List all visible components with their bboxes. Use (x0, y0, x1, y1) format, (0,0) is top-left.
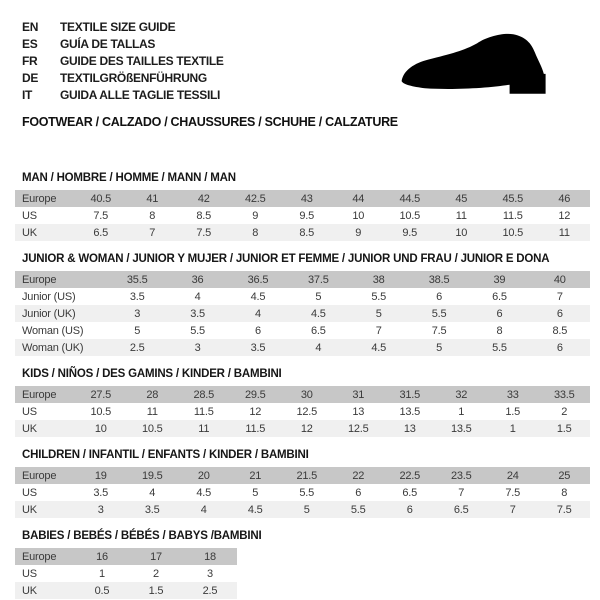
table-row (15, 190, 590, 207)
table-row (15, 207, 590, 224)
table-row (15, 322, 590, 339)
size-value: 10 (352, 209, 365, 222)
size-value: 7.5 (196, 226, 212, 239)
size-value: 12.5 (296, 405, 318, 418)
size-value: 21 (249, 469, 262, 482)
size-value: 11.5 (245, 422, 266, 435)
size-value: 38.5 (428, 273, 450, 286)
size-value: 27.5 (90, 388, 112, 401)
size-value: 3 (207, 567, 213, 580)
size-value: 1 (99, 567, 105, 580)
size-value: 9 (252, 209, 259, 222)
table-row (15, 565, 237, 582)
size-table (15, 467, 590, 518)
size-tables (0, 172, 600, 599)
size-value: 1.5 (148, 584, 164, 597)
size-value: 11.5 (193, 405, 214, 418)
size-value: 8.5 (196, 209, 212, 222)
size-value: 29.5 (244, 388, 266, 401)
size-value: 18 (204, 550, 216, 563)
size-value: 10 (455, 226, 468, 239)
size-value: 21.5 (296, 469, 318, 482)
size-value: 1 (509, 422, 516, 435)
language-code: DE (22, 70, 39, 85)
size-value: 10.5 (141, 422, 163, 435)
size-table (15, 190, 590, 241)
size-value: 28 (146, 388, 159, 401)
size-value: 3.5 (93, 486, 109, 499)
size-table-section (15, 172, 600, 241)
size-value: 12.5 (347, 422, 369, 435)
size-value: 2 (561, 405, 568, 418)
size-value: 32 (455, 388, 468, 401)
size-value: 6.5 (402, 486, 418, 499)
size-value: 33.5 (553, 388, 575, 401)
size-value: 6.5 (492, 290, 507, 303)
size-value: 5 (134, 324, 141, 337)
size-value: 38 (372, 273, 385, 286)
size-value: 1.5 (556, 422, 572, 435)
size-value: 8 (149, 209, 156, 222)
size-value: 5.5 (299, 486, 315, 499)
size-value: 9.5 (299, 209, 315, 222)
language-title: GUIDE DES TAILLES TEXTILE (60, 53, 224, 68)
size-value: 5 (375, 307, 382, 320)
row-label: Europe (22, 469, 57, 482)
size-value: 8.5 (552, 324, 568, 337)
size-value: 45 (455, 192, 468, 205)
size-value: 4 (149, 486, 156, 499)
size-value: 42 (197, 192, 210, 205)
size-value: 11 (198, 422, 210, 435)
size-value: 40 (553, 273, 566, 286)
size-value: 11.5 (502, 209, 523, 222)
size-value: 16 (96, 550, 108, 563)
size-value: 7.5 (505, 486, 521, 499)
size-value: 22.5 (399, 469, 421, 482)
table-row (15, 403, 590, 420)
size-value: 7 (458, 486, 465, 499)
size-value: 24 (506, 469, 519, 482)
size-table (15, 271, 590, 356)
table-row (15, 271, 590, 288)
size-value: 10.5 (90, 405, 112, 418)
size-value: 11 (146, 405, 158, 418)
size-value: 3.5 (190, 307, 205, 320)
table-row (15, 420, 590, 437)
size-value: 7 (556, 290, 563, 303)
size-value: 10 (94, 422, 107, 435)
size-value: 3.5 (129, 290, 145, 303)
size-value: 9 (355, 226, 362, 239)
size-table-section (15, 368, 600, 437)
size-value: 12 (249, 405, 262, 418)
size-value: 22 (352, 469, 365, 482)
size-value: 25 (558, 469, 571, 482)
row-label: UK (22, 422, 37, 435)
size-value: 36.5 (247, 273, 269, 286)
size-value: 5 (436, 341, 443, 354)
row-label: Europe (22, 388, 57, 401)
size-value: 37.5 (308, 273, 329, 286)
table-row (15, 386, 590, 403)
size-value: 9.5 (402, 226, 418, 239)
size-value: 6 (496, 307, 503, 320)
size-value: 5.5 (190, 324, 205, 337)
size-value: 5.5 (492, 341, 507, 354)
row-label: US (22, 405, 37, 418)
size-value: 6 (436, 290, 443, 303)
language-code: ES (22, 36, 38, 51)
size-value: 13.5 (450, 422, 472, 435)
size-value: 3 (134, 307, 141, 320)
size-value: 6 (355, 486, 362, 499)
row-label: US (22, 209, 37, 222)
size-value: 7 (149, 226, 156, 239)
size-value: 10.5 (399, 209, 421, 222)
size-value: 4 (194, 290, 201, 303)
size-value: 12 (300, 422, 313, 435)
size-value: 6.5 (310, 324, 326, 337)
size-value: 5.5 (371, 290, 387, 303)
row-label: Woman (US) (22, 324, 84, 337)
size-value: 20 (197, 469, 210, 482)
row-label: Europe (22, 550, 57, 563)
size-value: 8 (561, 486, 568, 499)
size-value: 4.5 (310, 307, 326, 320)
size-value: 45.5 (502, 192, 524, 205)
language-title: TEXTILE SIZE GUIDE (60, 19, 176, 34)
size-value: 44 (352, 192, 365, 205)
table-row (15, 548, 237, 565)
size-value: 28.5 (193, 388, 215, 401)
size-value: 44.5 (399, 192, 421, 205)
size-value: 30 (300, 388, 313, 401)
row-label: UK (22, 584, 37, 597)
size-value: 4.5 (250, 290, 266, 303)
size-value: 7.5 (93, 209, 109, 222)
size-value: 13.5 (399, 405, 421, 418)
size-value: 3 (194, 341, 201, 354)
size-table-section (15, 449, 600, 518)
size-value: 12 (558, 209, 571, 222)
size-value: 1 (458, 405, 465, 418)
size-value: 43 (300, 192, 313, 205)
size-value: 19.5 (141, 469, 163, 482)
table-row (15, 305, 590, 322)
table-row (15, 339, 590, 356)
table-row (15, 582, 237, 599)
size-value: 2.5 (129, 341, 145, 354)
size-value: 3 (97, 503, 104, 516)
size-table-section (15, 530, 600, 599)
size-value: 41 (146, 192, 159, 205)
language-title: GUÍA DE TALLAS (60, 36, 156, 51)
table-title: BABIES / BEBÉS / BÉBÉS / BABYS /BAMBINI (22, 530, 262, 542)
size-value: 11 (558, 226, 570, 239)
size-value: 36 (191, 273, 204, 286)
size-value: 8 (252, 226, 259, 239)
dress-shoe-icon (398, 28, 578, 100)
size-value: 4 (254, 307, 261, 320)
size-value: 4.5 (196, 486, 212, 499)
size-value: 17 (150, 550, 162, 563)
row-label: Europe (22, 273, 57, 286)
row-label: Woman (UK) (22, 341, 84, 354)
language-code: IT (22, 87, 33, 102)
size-value: 31.5 (399, 388, 421, 401)
size-value: 5 (252, 486, 259, 499)
row-label: US (22, 486, 37, 499)
language-code: EN (22, 19, 39, 34)
size-table (15, 548, 237, 599)
size-value: 4.5 (371, 341, 387, 354)
row-label: UK (22, 503, 37, 516)
table-title: JUNIOR & WOMAN / JUNIOR Y MUJER / JUNIOR ET FEMME / JUNIOR UND FRAU / JUNIOR E DONA (22, 253, 550, 265)
table-row (15, 501, 590, 518)
size-value: 6 (406, 503, 413, 516)
size-table-section (15, 253, 600, 356)
size-value: 4 (200, 503, 207, 516)
size-value: 23.5 (450, 469, 472, 482)
size-value: 7.5 (431, 324, 447, 337)
size-value: 6.5 (93, 226, 109, 239)
size-value: 6.5 (453, 503, 469, 516)
size-value: 46 (558, 192, 571, 205)
size-value: 39 (493, 273, 506, 286)
row-label: Junior (UK) (22, 307, 76, 320)
size-value: 35.5 (126, 273, 148, 286)
size-value: 7 (509, 503, 516, 516)
size-value: 5.5 (350, 503, 366, 516)
size-value: 31 (352, 388, 365, 401)
size-value: 7.5 (556, 503, 572, 516)
size-value: 11 (455, 209, 467, 222)
table-title: MAN / HOMBRE / HOMME / MANN / MAN (22, 172, 236, 184)
size-value: 33 (506, 388, 519, 401)
size-value: 40.5 (90, 192, 112, 205)
size-value: 10.5 (502, 226, 524, 239)
language-title: TEXTILGRÖßENFÜHRUNG (60, 70, 207, 85)
table-row (15, 288, 590, 305)
size-value: 5 (303, 503, 310, 516)
size-value: 5.5 (431, 307, 447, 320)
size-value: 8 (496, 324, 503, 337)
size-value: 8.5 (299, 226, 315, 239)
language-title: GUIDA ALLE TAGLIE TESSILI (60, 87, 221, 102)
size-value: 42.5 (244, 192, 266, 205)
size-value: 4 (315, 341, 322, 354)
row-label: US (22, 567, 37, 580)
size-value: 1.5 (505, 405, 521, 418)
size-value: 3.5 (144, 503, 160, 516)
size-value: 7 (375, 324, 382, 337)
language-code: FR (22, 53, 38, 68)
size-value: 13 (403, 422, 416, 435)
size-value: 0.5 (94, 584, 110, 597)
row-label: Europe (22, 192, 57, 205)
row-label: Junior (US) (22, 290, 76, 303)
size-value: 2.5 (202, 584, 218, 597)
table-row (15, 467, 590, 484)
size-value: 19 (94, 469, 107, 482)
size-value: 6 (556, 341, 563, 354)
size-value: 3.5 (250, 341, 266, 354)
table-row (15, 484, 590, 501)
size-value: 6 (556, 307, 563, 320)
size-table (15, 386, 590, 437)
table-title: KIDS / NIÑOS / DES GAMINS / KINDER / BAMBINI (22, 368, 282, 380)
size-value: 13 (352, 405, 365, 418)
table-title: CHILDREN / INFANTIL / ENFANTS / KINDER / BAMBINI (22, 449, 309, 461)
size-value: 2 (153, 567, 159, 580)
size-value: 4.5 (247, 503, 263, 516)
size-value: 5 (315, 290, 322, 303)
category-line: FOOTWEAR / CALZADO / CHAUSSURES / SCHUHE / CALZATURE (22, 115, 398, 129)
size-value: 6 (254, 324, 261, 337)
row-label: UK (22, 226, 37, 239)
table-row (15, 224, 590, 241)
